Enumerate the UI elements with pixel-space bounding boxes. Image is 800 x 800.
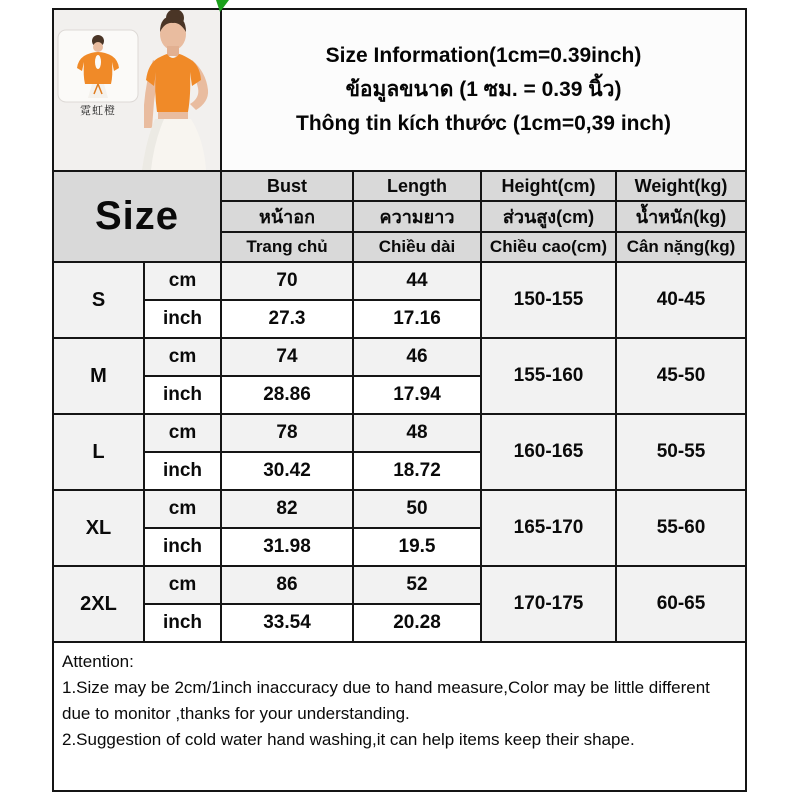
- model-photo-illustration: [54, 10, 220, 170]
- attention-heading: Attention:: [62, 652, 134, 671]
- unit-inch: inch: [144, 452, 221, 490]
- bust-cm-l: 78: [221, 414, 353, 452]
- col-header-length-vi: Chiều dài: [353, 232, 481, 262]
- size-label-l: L: [53, 414, 144, 490]
- weight-s: 40-45: [616, 262, 746, 338]
- product-photo-cell: [53, 9, 221, 171]
- unit-cm: cm: [144, 414, 221, 452]
- unit-cm: cm: [144, 566, 221, 604]
- col-header-height-th: ส่วนสูง(cm): [481, 201, 616, 232]
- bust-cm-xl: 82: [221, 490, 353, 528]
- col-header-length-en: Length: [353, 171, 481, 201]
- unit-cm: cm: [144, 490, 221, 528]
- unit-cm: cm: [144, 338, 221, 376]
- length-inch-s: 17.16: [353, 300, 481, 338]
- size-label-2xl: 2XL: [53, 566, 144, 642]
- title-cell: [221, 9, 746, 171]
- length-inch-xl: 19.5: [353, 528, 481, 566]
- unit-inch: inch: [144, 604, 221, 642]
- length-inch-m: 17.94: [353, 376, 481, 414]
- size-information-table: [52, 8, 747, 792]
- attention-line-1: 1.Size may be 2cm/1inch inaccuracy due to hand measure,Color may be little different due to monitor ,thanks for your understanding.: [62, 678, 710, 723]
- col-header-length-th: ความยาว: [353, 201, 481, 232]
- length-inch-2xl: 20.28: [353, 604, 481, 642]
- bust-cm-2xl: 86: [221, 566, 353, 604]
- length-cm-s: 44: [353, 262, 481, 300]
- height-2xl: 170-175: [481, 566, 616, 642]
- attention-line-2: 2.Suggestion of cold water hand washing,it can help items keep their shape.: [62, 730, 635, 749]
- col-header-bust-th: หน้าอก: [221, 201, 353, 232]
- col-header-height-vi: Chiều cao(cm): [481, 232, 616, 262]
- green-corner-marker: [216, 0, 229, 12]
- product-photo: [54, 10, 220, 170]
- size-label-m: M: [53, 338, 144, 414]
- bust-inch-xl: 31.98: [221, 528, 353, 566]
- col-header-bust-en: Bust: [221, 171, 353, 201]
- bust-inch-m: 28.86: [221, 376, 353, 414]
- title-vietnamese: Thông tin kích thước (1cm=0,39 inch): [296, 112, 671, 135]
- bust-inch-s: 27.3: [221, 300, 353, 338]
- col-header-weight-en: Weight(kg): [616, 171, 746, 201]
- length-cm-2xl: 52: [353, 566, 481, 604]
- unit-inch: inch: [144, 376, 221, 414]
- height-s: 150-155: [481, 262, 616, 338]
- weight-xl: 55-60: [616, 490, 746, 566]
- col-header-bust-vi: Trang chủ: [221, 232, 353, 262]
- unit-inch: inch: [144, 528, 221, 566]
- title-english: Size Information(1cm=0.39inch): [325, 44, 642, 67]
- height-xl: 165-170: [481, 490, 616, 566]
- length-cm-m: 46: [353, 338, 481, 376]
- weight-2xl: 60-65: [616, 566, 746, 642]
- col-header-weight-th: น้ำหนัก(kg): [616, 201, 746, 232]
- size-label-s: S: [53, 262, 144, 338]
- bust-cm-m: 74: [221, 338, 353, 376]
- col-header-height-en: Height(cm): [481, 171, 616, 201]
- bust-cm-s: 70: [221, 262, 353, 300]
- title-thai: ข้อมูลขนาด (1 ซม. = 0.39 นิ้ว): [345, 78, 622, 101]
- length-cm-l: 48: [353, 414, 481, 452]
- color-name-label: 霓虹橙: [80, 105, 116, 117]
- height-l: 160-165: [481, 414, 616, 490]
- unit-cm: cm: [144, 262, 221, 300]
- attention-note: [53, 642, 746, 791]
- col-header-weight-vi: Cân nặng(kg): [616, 232, 746, 262]
- size-header-cell: Size: [53, 171, 221, 262]
- unit-inch: inch: [144, 300, 221, 338]
- length-cm-xl: 50: [353, 490, 481, 528]
- bust-inch-l: 30.42: [221, 452, 353, 490]
- weight-m: 45-50: [616, 338, 746, 414]
- bust-inch-2xl: 33.54: [221, 604, 353, 642]
- size-label-xl: XL: [53, 490, 144, 566]
- weight-l: 50-55: [616, 414, 746, 490]
- length-inch-l: 18.72: [353, 452, 481, 490]
- height-m: 155-160: [481, 338, 616, 414]
